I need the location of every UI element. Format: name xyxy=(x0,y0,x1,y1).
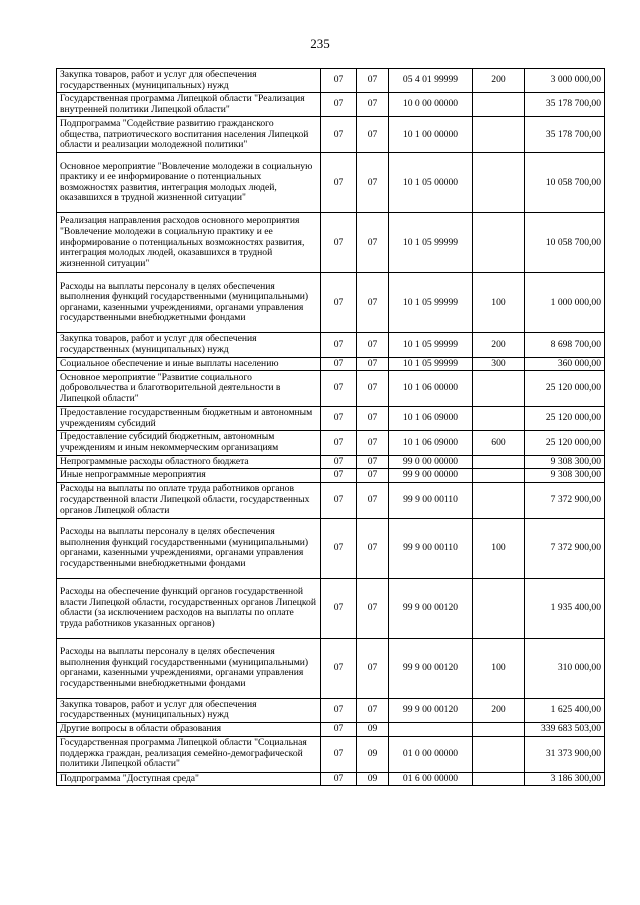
row-section: 07 xyxy=(321,736,357,772)
row-amount: 31 373 900,00 xyxy=(525,736,605,772)
row-amount: 360 000,00 xyxy=(525,357,605,371)
row-target-article: 10 1 06 09000 xyxy=(389,407,473,431)
row-amount: 7 372 900,00 xyxy=(525,482,605,518)
row-subsection: 07 xyxy=(357,455,389,469)
row-target-article: 10 1 05 99999 xyxy=(389,333,473,357)
table-row xyxy=(57,698,605,722)
row-expense-type xyxy=(473,153,525,213)
row-subsection: 07 xyxy=(357,638,389,698)
row-subsection: 09 xyxy=(357,772,389,786)
table-row xyxy=(57,469,605,483)
row-section: 07 xyxy=(321,93,357,117)
row-amount: 25 120 000,00 xyxy=(525,371,605,407)
table-row xyxy=(57,578,605,638)
row-target-article: 99 0 00 00000 xyxy=(389,455,473,469)
row-amount: 1 625 400,00 xyxy=(525,698,605,722)
row-subsection: 09 xyxy=(357,722,389,736)
row-name: Закупка товаров, работ и услуг для обеспечения государственных (муниципальных) нужд xyxy=(57,69,321,93)
row-expense-type xyxy=(473,455,525,469)
page-number: 235 xyxy=(310,36,330,51)
row-expense-type xyxy=(473,578,525,638)
row-subsection: 07 xyxy=(357,153,389,213)
row-target-article: 10 1 05 00000 xyxy=(389,153,473,213)
row-expense-type: 200 xyxy=(473,69,525,93)
row-target-article: 10 1 05 99999 xyxy=(389,357,473,371)
row-section: 07 xyxy=(321,333,357,357)
row-name: Иные непрограммные мероприятия xyxy=(57,469,321,483)
row-subsection: 07 xyxy=(357,371,389,407)
row-amount: 25 120 000,00 xyxy=(525,407,605,431)
row-amount: 7 372 900,00 xyxy=(525,518,605,578)
row-subsection: 07 xyxy=(357,482,389,518)
row-amount: 310 000,00 xyxy=(525,638,605,698)
row-name: Подпрограмма "Доступная среда" xyxy=(57,772,321,786)
table-row xyxy=(57,407,605,431)
row-section: 07 xyxy=(321,518,357,578)
row-section: 07 xyxy=(321,469,357,483)
row-name: Расходы на выплаты персоналу в целях обеспечения выполнения функций государственными (муниципальными) органами, казенными учреждениями, органами управления государственными внебюджетными фондами xyxy=(57,518,321,578)
row-section: 07 xyxy=(321,578,357,638)
row-amount: 9 308 300,00 xyxy=(525,469,605,483)
row-target-article: 10 1 06 00000 xyxy=(389,371,473,407)
row-name: Основное мероприятие "Развитие социального добровольчества и благотворительной деятельности в Липецкой области" xyxy=(57,371,321,407)
row-name: Предоставление субсидий бюджетным, автономным учреждениям и иным некоммерческим организациям xyxy=(57,431,321,455)
row-section: 07 xyxy=(321,431,357,455)
table-row xyxy=(57,153,605,213)
row-target-article: 99 9 00 00120 xyxy=(389,578,473,638)
row-name: Непрограммные расходы областного бюджета xyxy=(57,455,321,469)
row-amount: 10 058 700,00 xyxy=(525,153,605,213)
row-name: Социальное обеспечение и иные выплаты населению xyxy=(57,357,321,371)
row-target-article: 05 4 01 99999 xyxy=(389,69,473,93)
row-name: Государственная программа Липецкой области "Реализация внутренней политики Липецкой области" xyxy=(57,93,321,117)
row-amount: 10 058 700,00 xyxy=(525,213,605,273)
row-name: Реализация направления расходов основного мероприятия "Вовлечение молодежи в социальную практику и ее информирование о потенциальных возможностях развития, интеграция молодых людей, оказавшихся в трудной жизненной ситуации" xyxy=(57,213,321,273)
row-expense-type: 200 xyxy=(473,333,525,357)
row-section: 07 xyxy=(321,153,357,213)
row-target-article: 10 1 06 09000 xyxy=(389,431,473,455)
row-name: Подпрограмма "Содействие развитию гражданского общества, патриотического воспитания населения Липецкой области и реализации молодежной политики" xyxy=(57,117,321,153)
row-section: 07 xyxy=(321,482,357,518)
row-expense-type: 600 xyxy=(473,431,525,455)
table-row xyxy=(57,638,605,698)
row-target-article: 10 0 00 00000 xyxy=(389,93,473,117)
row-target-article: 01 6 00 00000 xyxy=(389,772,473,786)
table-row xyxy=(57,772,605,786)
row-expense-type xyxy=(473,736,525,772)
row-subsection: 07 xyxy=(357,431,389,455)
row-name: Расходы на выплаты персоналу в целях обеспечения выполнения функций государственными (муниципальными) органами, казенными учреждениями, органами управления государственными внебюджетными фондами xyxy=(57,273,321,333)
table-row xyxy=(57,93,605,117)
row-subsection: 07 xyxy=(357,469,389,483)
row-expense-type xyxy=(473,117,525,153)
row-expense-type xyxy=(473,482,525,518)
row-amount: 339 683 503,00 xyxy=(525,722,605,736)
row-expense-type: 100 xyxy=(473,273,525,333)
table-row xyxy=(57,357,605,371)
row-target-article: 10 1 00 00000 xyxy=(389,117,473,153)
table-row xyxy=(57,431,605,455)
table-row xyxy=(57,722,605,736)
row-expense-type xyxy=(473,93,525,117)
row-section: 07 xyxy=(321,698,357,722)
row-subsection: 07 xyxy=(357,117,389,153)
row-name: Государственная программа Липецкой области "Социальная поддержка граждан, реализация семейно-демографической политики Липецкой области" xyxy=(57,736,321,772)
row-expense-type: 200 xyxy=(473,698,525,722)
row-section: 07 xyxy=(321,273,357,333)
row-subsection: 07 xyxy=(357,357,389,371)
table-row xyxy=(57,518,605,578)
row-section: 07 xyxy=(321,407,357,431)
row-target-article: 99 9 00 00110 xyxy=(389,518,473,578)
row-name: Расходы на выплаты персоналу в целях обеспечения выполнения функций государственными (муниципальными) органами, казенными учреждениями, органами управления государственными внебюджетными фондами xyxy=(57,638,321,698)
row-expense-type: 300 xyxy=(473,357,525,371)
row-section: 07 xyxy=(321,772,357,786)
row-amount: 8 698 700,00 xyxy=(525,333,605,357)
row-section: 07 xyxy=(321,69,357,93)
row-expense-type: 100 xyxy=(473,638,525,698)
row-subsection: 07 xyxy=(357,407,389,431)
row-amount: 25 120 000,00 xyxy=(525,431,605,455)
row-target-article: 10 1 05 99999 xyxy=(389,273,473,333)
row-expense-type xyxy=(473,407,525,431)
row-section: 07 xyxy=(321,117,357,153)
row-name: Закупка товаров, работ и услуг для обеспечения государственных (муниципальных) нужд xyxy=(57,333,321,357)
table-row xyxy=(57,69,605,93)
row-amount: 3 000 000,00 xyxy=(525,69,605,93)
row-target-article: 99 9 00 00120 xyxy=(389,638,473,698)
row-name: Расходы на обеспечение функций органов государственной власти Липецкой области, государственных органов Липецкой области (за исключением расходов на выплаты по оплате труда работников указанных органов) xyxy=(57,578,321,638)
table-row xyxy=(57,736,605,772)
row-name: Основное мероприятие "Вовлечение молодежи в социальную практику и ее информирование о потенциальных возможностях развития, интеграция молодых людей, оказавшихся в трудной жизненной ситуации" xyxy=(57,153,321,213)
row-expense-type xyxy=(473,722,525,736)
row-subsection: 07 xyxy=(357,578,389,638)
row-expense-type xyxy=(473,213,525,273)
row-section: 07 xyxy=(321,371,357,407)
row-expense-type xyxy=(473,469,525,483)
row-subsection: 09 xyxy=(357,736,389,772)
budget-table xyxy=(56,68,605,786)
table-row xyxy=(57,455,605,469)
row-amount: 35 178 700,00 xyxy=(525,117,605,153)
row-section: 07 xyxy=(321,455,357,469)
row-amount: 35 178 700,00 xyxy=(525,93,605,117)
row-expense-type: 100 xyxy=(473,518,525,578)
row-subsection: 07 xyxy=(357,518,389,578)
row-amount: 1 935 400,00 xyxy=(525,578,605,638)
row-subsection: 07 xyxy=(357,93,389,117)
row-target-article xyxy=(389,722,473,736)
table-row xyxy=(57,117,605,153)
row-target-article: 99 9 00 00000 xyxy=(389,469,473,483)
row-section: 07 xyxy=(321,722,357,736)
row-amount: 9 308 300,00 xyxy=(525,455,605,469)
table-row xyxy=(57,482,605,518)
table-row xyxy=(57,333,605,357)
row-section: 07 xyxy=(321,638,357,698)
table-row xyxy=(57,273,605,333)
row-amount: 3 186 300,00 xyxy=(525,772,605,786)
row-target-article: 99 9 00 00120 xyxy=(389,698,473,722)
row-target-article: 99 9 00 00110 xyxy=(389,482,473,518)
row-amount: 1 000 000,00 xyxy=(525,273,605,333)
row-subsection: 07 xyxy=(357,698,389,722)
row-subsection: 07 xyxy=(357,69,389,93)
row-name: Закупка товаров, работ и услуг для обеспечения государственных (муниципальных) нужд xyxy=(57,698,321,722)
row-subsection: 07 xyxy=(357,213,389,273)
row-name: Расходы на выплаты по оплате труда работников органов государственной власти Липецкой области, государственных органов Липецкой области xyxy=(57,482,321,518)
row-expense-type xyxy=(473,772,525,786)
table-row xyxy=(57,213,605,273)
row-subsection: 07 xyxy=(357,273,389,333)
row-target-article: 10 1 05 99999 xyxy=(389,213,473,273)
row-name: Предоставление государственным бюджетным и автономным учреждениям субсидий xyxy=(57,407,321,431)
row-target-article: 01 0 00 00000 xyxy=(389,736,473,772)
table-row xyxy=(57,371,605,407)
row-section: 07 xyxy=(321,213,357,273)
row-expense-type xyxy=(473,371,525,407)
row-subsection: 07 xyxy=(357,333,389,357)
row-section: 07 xyxy=(321,357,357,371)
row-name: Другие вопросы в области образования xyxy=(57,722,321,736)
